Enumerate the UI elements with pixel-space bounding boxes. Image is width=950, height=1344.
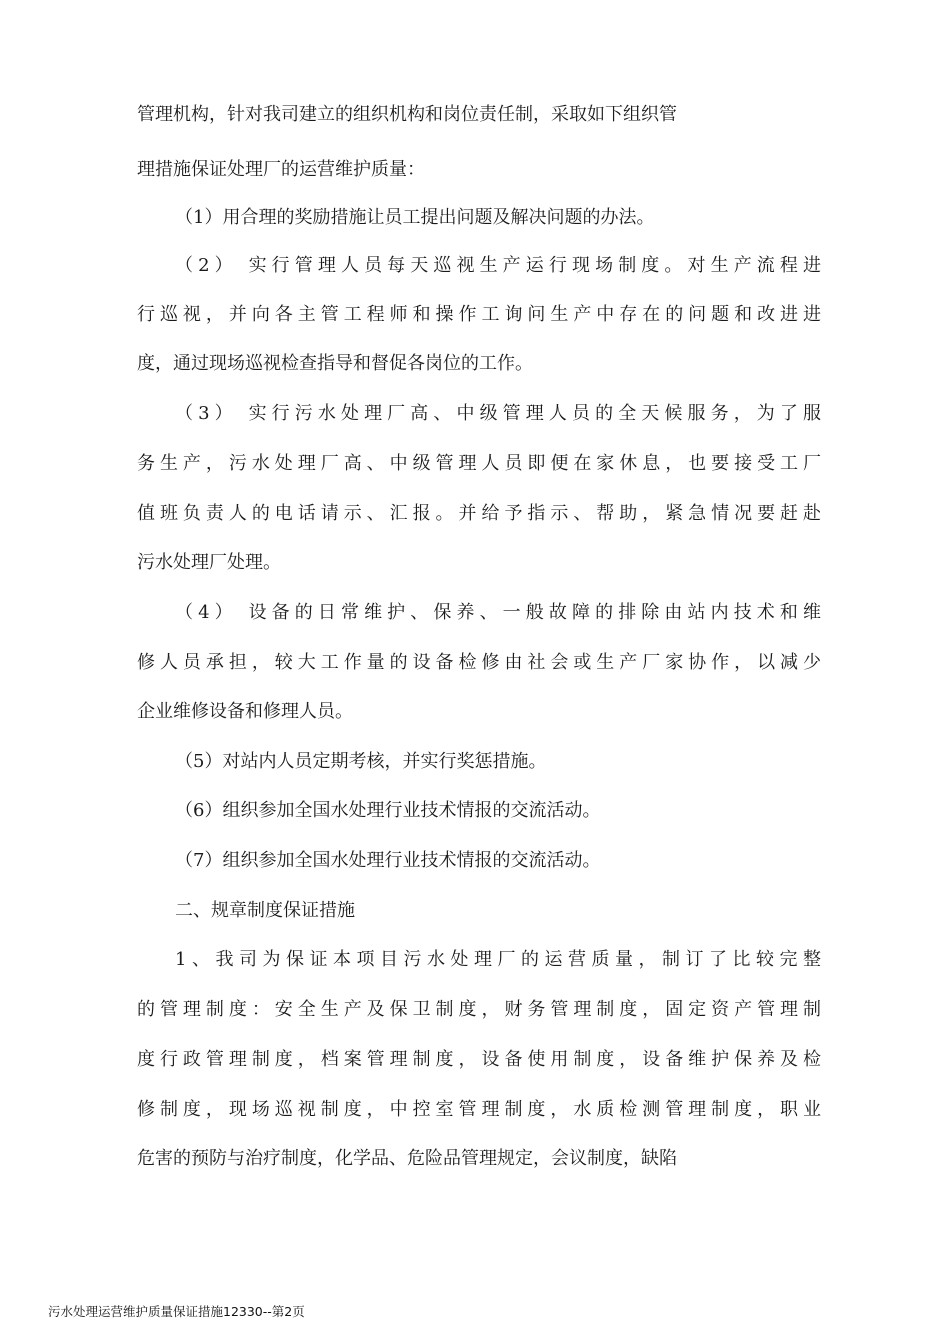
item-4-line-3: 企业维修设备和修理人员。: [137, 701, 353, 722]
item-2-line-3: 度，通过现场巡视检查指导和督促各岗位的工作。: [137, 353, 533, 374]
item-4-line-2: 修人员承担，较大工作量的设备检修由社会或生产厂家协作，以减少: [137, 652, 821, 673]
item-4-line-1: （4） 设备的日常维护、保养、一般故障的排除由站内技术和维: [175, 602, 821, 623]
page-footer: 污水处理运营维护质量保证措施12330--第2页: [48, 1304, 305, 1319]
item-1-line-1: （1）用合理的奖励措施让员工提出问题及解决问题的办法。: [175, 207, 655, 228]
rules-paragraph-line-5: 危害的预防与治疗制度，化学品、危险品管理规定，会议制度，缺陷: [137, 1148, 677, 1169]
item-6-line-1: （6）组织参加全国水处理行业技术情报的交流活动。: [175, 800, 601, 821]
item-3-line-2: 务生产，污水处理厂高、中级管理人员即便在家休息，也要接受工厂: [137, 453, 821, 474]
paragraph-line-1: 管理机构，针对我司建立的组织机构和岗位责任制，采取如下组织管: [137, 104, 677, 125]
item-3-line-4: 污水处理厂处理。: [137, 552, 281, 573]
item-3-line-1: （3） 实行污水处理厂高、中级管理人员的全天候服务，为了服: [175, 403, 821, 424]
rules-paragraph-line-1: 1、我司为保证本项目污水处理厂的运营质量，制订了比较完整: [175, 949, 821, 970]
item-2-line-2: 行巡视，并向各主管工程师和操作工询问生产中存在的问题和改进进: [137, 304, 821, 325]
item-3-line-3: 值班负责人的电话请示、汇报。并给予指示、帮助，紧急情况要赶赴: [137, 503, 821, 524]
rules-paragraph-line-2: 的管理制度：安全生产及保卫制度，财务管理制度，固定资产管理制: [137, 999, 821, 1020]
rules-paragraph-line-3: 度行政管理制度，档案管理制度，设备使用制度，设备维护保养及检: [137, 1049, 821, 1070]
item-5-line-1: （5）对站内人员定期考核，并实行奖惩措施。: [175, 751, 547, 772]
paragraph-line-2: 理措施保证处理厂的运营维护质量：: [137, 159, 425, 180]
rules-paragraph-line-4: 修制度，现场巡视制度，中控室管理制度，水质检测管理制度，职业: [137, 1099, 821, 1120]
item-2-line-1: （2） 实行管理人员每天巡视生产运行现场制度。对生产流程进: [175, 255, 821, 276]
section-heading: 二、规章制度保证措施: [175, 900, 355, 921]
item-7-line-1: （7）组织参加全国水处理行业技术情报的交流活动。: [175, 850, 601, 871]
